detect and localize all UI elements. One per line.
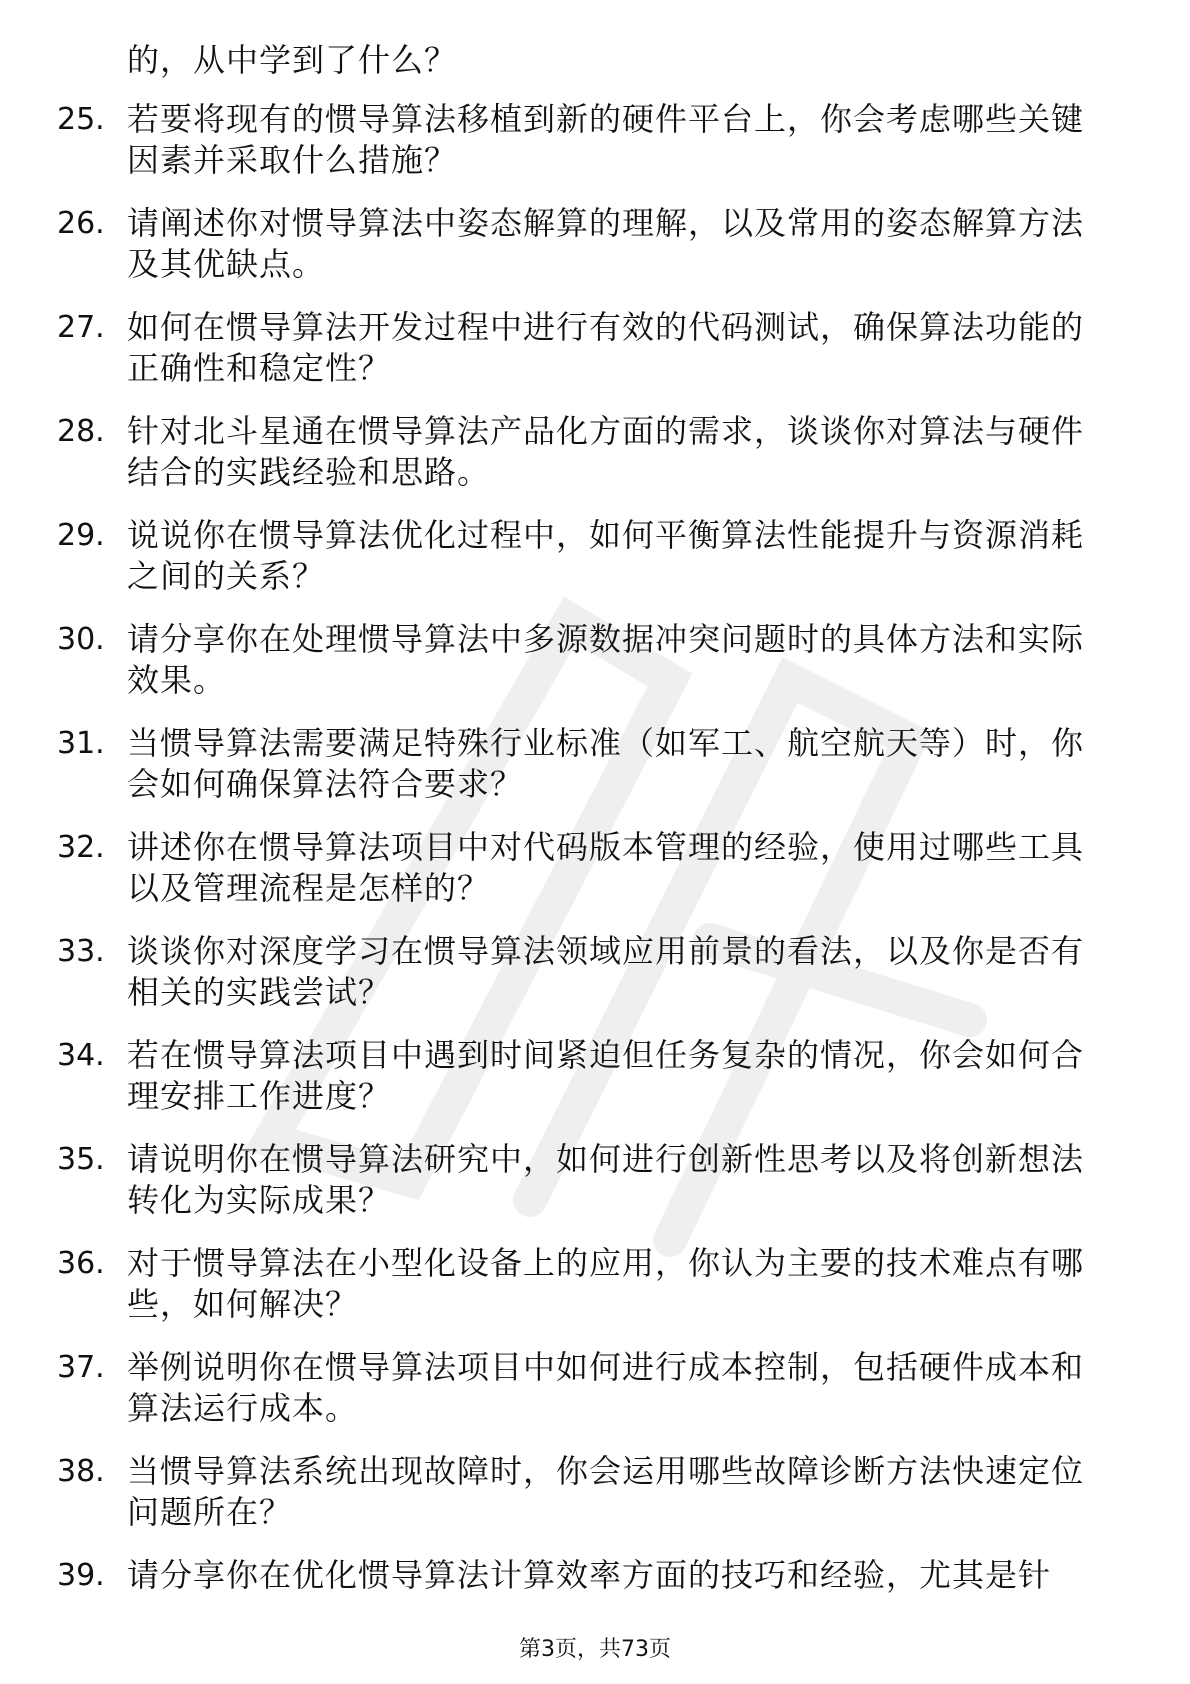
question-item — [0, 619, 1190, 701]
question-number: 35. — [57, 1142, 105, 1177]
question-item — [0, 1139, 1190, 1221]
question-item — [0, 515, 1190, 597]
question-item — [0, 307, 1190, 389]
question-text: 若要将现有的惯导算法移植到新的硬件平台上，你会考虑哪些关键因素并采取什么措施？ — [127, 100, 1085, 179]
question-item — [0, 1451, 1190, 1533]
question-item — [0, 1347, 1190, 1429]
question-item — [0, 203, 1190, 285]
question-text: 请分享你在优化惯导算法计算效率方面的技巧和经验，尤其是针 — [127, 1556, 1052, 1594]
question-number: 28. — [57, 414, 105, 449]
question-text: 请阐述你对惯导算法中姿态解算的理解，以及常用的姿态解算方法及其优缺点。 — [127, 204, 1085, 283]
question-number: 37. — [57, 1350, 105, 1385]
question-text: 讲述你在惯导算法项目中对代码版本管理的经验，使用过哪些工具以及管理流程是怎样的？ — [127, 828, 1085, 907]
continued-question-text — [0, 40, 1190, 81]
question-number: 34. — [57, 1038, 105, 1073]
question-number: 33. — [57, 934, 105, 969]
page-footer — [0, 1632, 1190, 1663]
question-item — [0, 1243, 1190, 1325]
question-number: 36. — [57, 1246, 105, 1281]
question-item — [0, 411, 1190, 493]
question-list — [0, 40, 1190, 1618]
question-number: 39. — [57, 1558, 105, 1593]
question-number: 30. — [57, 622, 105, 657]
question-text: 对于惯导算法在小型化设备上的应用，你认为主要的技术难点有哪些，如何解决？ — [127, 1244, 1085, 1323]
question-number: 26. — [57, 206, 105, 241]
question-item — [0, 1555, 1190, 1596]
question-number: 29. — [57, 518, 105, 553]
question-number: 31. — [57, 726, 105, 761]
question-item — [0, 827, 1190, 909]
question-number: 32. — [57, 830, 105, 865]
question-text: 谈谈你对深度学习在惯导算法领域应用前景的看法，以及你是否有相关的实践尝试？ — [127, 932, 1085, 1011]
question-text: 针对北斗星通在惯导算法产品化方面的需求，谈谈你对算法与硬件结合的实践经验和思路。 — [127, 412, 1085, 491]
question-text: 举例说明你在惯导算法项目中如何进行成本控制，包括硬件成本和算法运行成本。 — [127, 1348, 1085, 1427]
question-text: 若在惯导算法项目中遇到时间紧迫但任务复杂的情况，你会如何合理安排工作进度？ — [127, 1036, 1085, 1115]
question-item — [0, 723, 1190, 805]
question-text: 说说你在惯导算法优化过程中，如何平衡算法性能提升与资源消耗之间的关系？ — [127, 516, 1085, 595]
page-number-label: 第3页，共73页 — [519, 1637, 671, 1662]
question-number: 25. — [57, 102, 105, 137]
question-text: 当惯导算法系统出现故障时，你会运用哪些故障诊断方法快速定位问题所在？ — [127, 1452, 1085, 1531]
question-text: 请分享你在处理惯导算法中多源数据冲突问题时的具体方法和实际效果。 — [127, 620, 1085, 699]
lead-text: 的，从中学到了什么？ — [127, 41, 458, 79]
question-text: 如何在惯导算法开发过程中进行有效的代码测试，确保算法功能的正确性和稳定性？ — [127, 308, 1085, 387]
question-text: 当惯导算法需要满足特殊行业标准（如军工、航空航天等）时，你会如何确保算法符合要求？ — [127, 724, 1085, 803]
question-item — [0, 99, 1190, 181]
question-number: 38. — [57, 1454, 105, 1489]
question-item — [0, 1035, 1190, 1117]
question-number: 27. — [57, 310, 105, 345]
question-item — [0, 931, 1190, 1013]
question-text: 请说明你在惯导算法研究中，如何进行创新性思考以及将创新想法转化为实际成果？ — [127, 1140, 1085, 1219]
